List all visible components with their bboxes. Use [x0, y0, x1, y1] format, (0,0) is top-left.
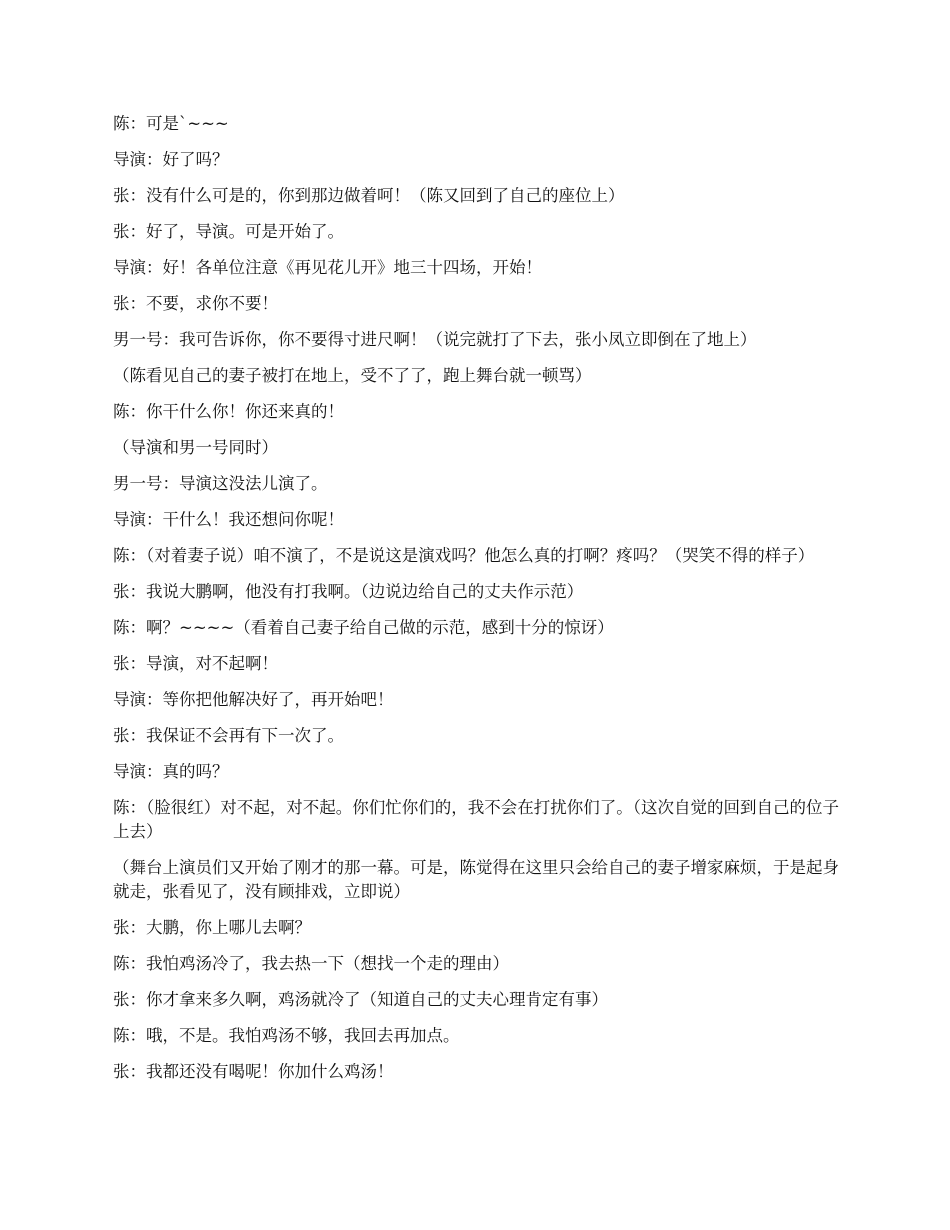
- stage-direction: （导演和男一号同时）: [113, 438, 278, 457]
- script-line: 导演：真的吗？: [113, 762, 229, 781]
- script-line: 陈：哦，不是。我怕鸡汤不够，我回去再加点。: [113, 1026, 460, 1045]
- script-line: 陈：（脸很红）对不起，对不起。你们忙你们的，我不会在打扰你们了。（这次自觉的回到自己的位子上去）: [113, 798, 839, 841]
- script-line: 张：你才拿来多久啊，鸡汤就冷了（知道自己的丈夫心理肯定有事）: [113, 990, 608, 1009]
- script-line: 张：导演，对不起啊！: [113, 654, 278, 673]
- script-body: [113, 112, 841, 1096]
- script-line: 导演：好！各单位注意《再见花儿开》地三十四场，开始！: [113, 258, 542, 277]
- script-line: 张：我保证不会再有下一次了。: [113, 726, 344, 745]
- stage-direction: （陈看见自己的妻子被打在地上，受不了了，跑上舞台就一顿骂）: [113, 366, 592, 385]
- script-line: 导演：干什么！我还想问你呢！: [113, 510, 344, 529]
- script-line: 陈：（对着妻子说）咱不演了，不是说这是演戏吗？他怎么真的打啊？疼吗？（哭笑不得的样子）: [113, 546, 815, 565]
- script-line: 张：不要，求你不要！: [113, 294, 278, 313]
- script-line: 张：好了，导演。可是开始了。: [113, 222, 344, 241]
- script-line: 张：我都还没有喝呢！你加什么鸡汤！: [113, 1062, 394, 1081]
- script-line: 陈：啊？~~~~（看着自己妻子给自己做的示范，感到十分的惊讶）: [113, 618, 614, 637]
- script-line: 陈：我怕鸡汤冷了，我去热一下（想找一个走的理由）: [113, 954, 509, 973]
- stage-direction: （舞台上演员们又开始了刚才的那一幕。可是，陈觉得在这里只会给自己的妻子增家麻烦，于是起身就走，张看见了，没有顾排戏，立即说）: [113, 858, 839, 901]
- script-line: 陈：可是`~~~: [113, 114, 229, 133]
- script-line: 陈：你干什么你！你还来真的！: [113, 402, 344, 421]
- script-line: 张：没有什么可是的，你到那边做着呵！（陈又回到了自己的座位上）: [113, 186, 625, 205]
- script-line: 男一号：我可告诉你，你不要得寸进尺啊！（说完就打了下去，张小凤立即倒在了地上）: [113, 330, 757, 349]
- script-line: 导演：等你把他解决好了，再开始吧！: [113, 690, 394, 709]
- script-line: 张：我说大鹏啊，他没有打我啊。（边说边给自己的丈夫作示范）: [113, 582, 584, 601]
- script-line: 男一号：导演这没法儿演了。: [113, 474, 328, 493]
- script-line: 导演：好了吗？: [113, 150, 229, 169]
- script-line: 张：大鹏，你上哪儿去啊？: [113, 918, 311, 937]
